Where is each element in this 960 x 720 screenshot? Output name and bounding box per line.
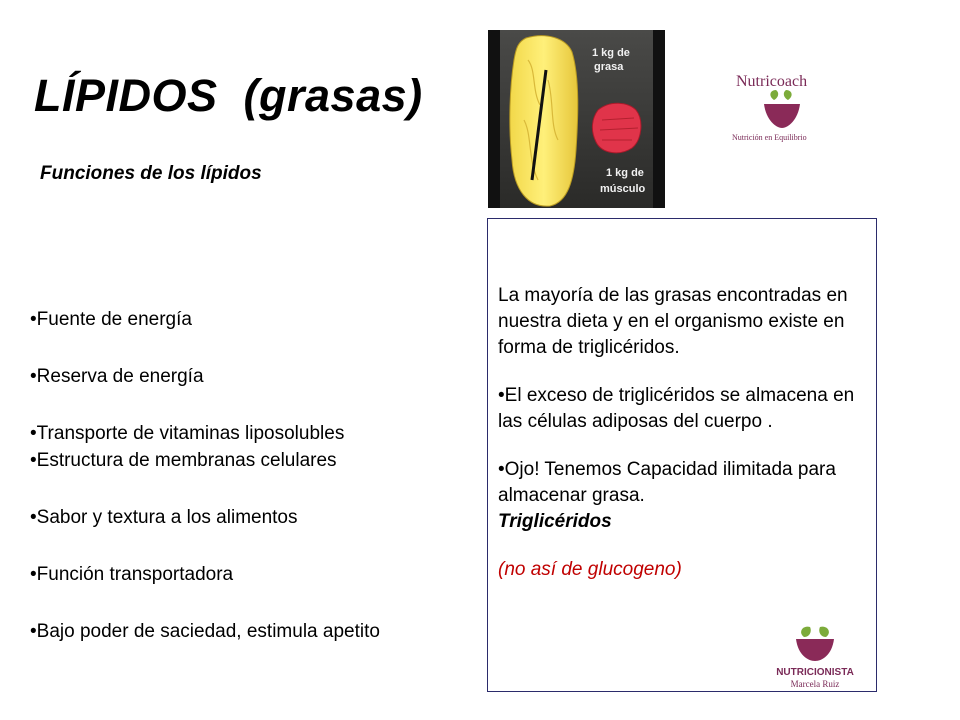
logo-person: Marcela Ruiz: [790, 679, 840, 689]
logo-name: NUTRICIONISTA: [776, 667, 854, 678]
nutricionista-logo: [770, 619, 860, 691]
nutricoach-logo: [718, 60, 846, 150]
logo-tagline: Nutrición en Equilibrio: [732, 133, 807, 142]
nutricoach-logo-graphic: [718, 60, 846, 150]
info-box: [487, 218, 877, 692]
info-paragraph: •Ojo! Tenemos Capacidad ilimitada para almacenar grasa.: [498, 459, 836, 506]
bowl-icon: [796, 639, 834, 661]
slide-subtitle: Funciones de los lípidos: [40, 163, 262, 184]
fat-vs-muscle-photo: [488, 30, 665, 208]
fat-block: [510, 36, 578, 206]
list-item: •Estructura de membranas celulares: [30, 450, 337, 471]
muscle-label-line1: 1 kg de: [606, 167, 644, 179]
list-item: •Sabor y textura a los alimentos: [30, 507, 298, 528]
fat-vs-muscle-illustration: [488, 30, 665, 208]
list-item: •Reserva de energía: [30, 366, 204, 387]
leaf-icon: [819, 627, 829, 637]
info-paragraph: •El exceso de triglicéridos se almacena en las células adiposas del cuerpo .: [498, 385, 855, 432]
fat-label-line2: grasa: [594, 61, 624, 73]
leaf-icon: [770, 90, 778, 100]
slide-title: LÍPIDOS (grasas): [34, 70, 423, 121]
list-item: •Bajo poder de saciedad, estimula apetito: [30, 621, 380, 642]
list-item: •Transporte de vitaminas liposolubles: [30, 423, 345, 444]
nutricionista-logo-graphic: [770, 619, 860, 691]
info-paragraph: La mayoría de las grasas encontradas en nuestra dieta y en el organismo existe en forma de triglicéridos.: [498, 285, 848, 358]
list-item: •Fuente de energía: [30, 309, 192, 330]
bowl-icon: [764, 104, 800, 128]
info-note: (no así de glucogeno): [498, 559, 682, 580]
muscle-label-line2: músculo: [600, 183, 646, 195]
leaf-icon: [801, 627, 811, 637]
leaf-icon: [784, 90, 792, 100]
list-item: •Función transportadora: [30, 564, 234, 585]
function-list: [30, 306, 380, 645]
info-text: [498, 283, 858, 583]
fat-label-line1: 1 kg de: [592, 47, 630, 59]
info-emphasis: Triglicéridos: [498, 511, 612, 532]
logo-name: Nutricoach: [736, 73, 808, 90]
